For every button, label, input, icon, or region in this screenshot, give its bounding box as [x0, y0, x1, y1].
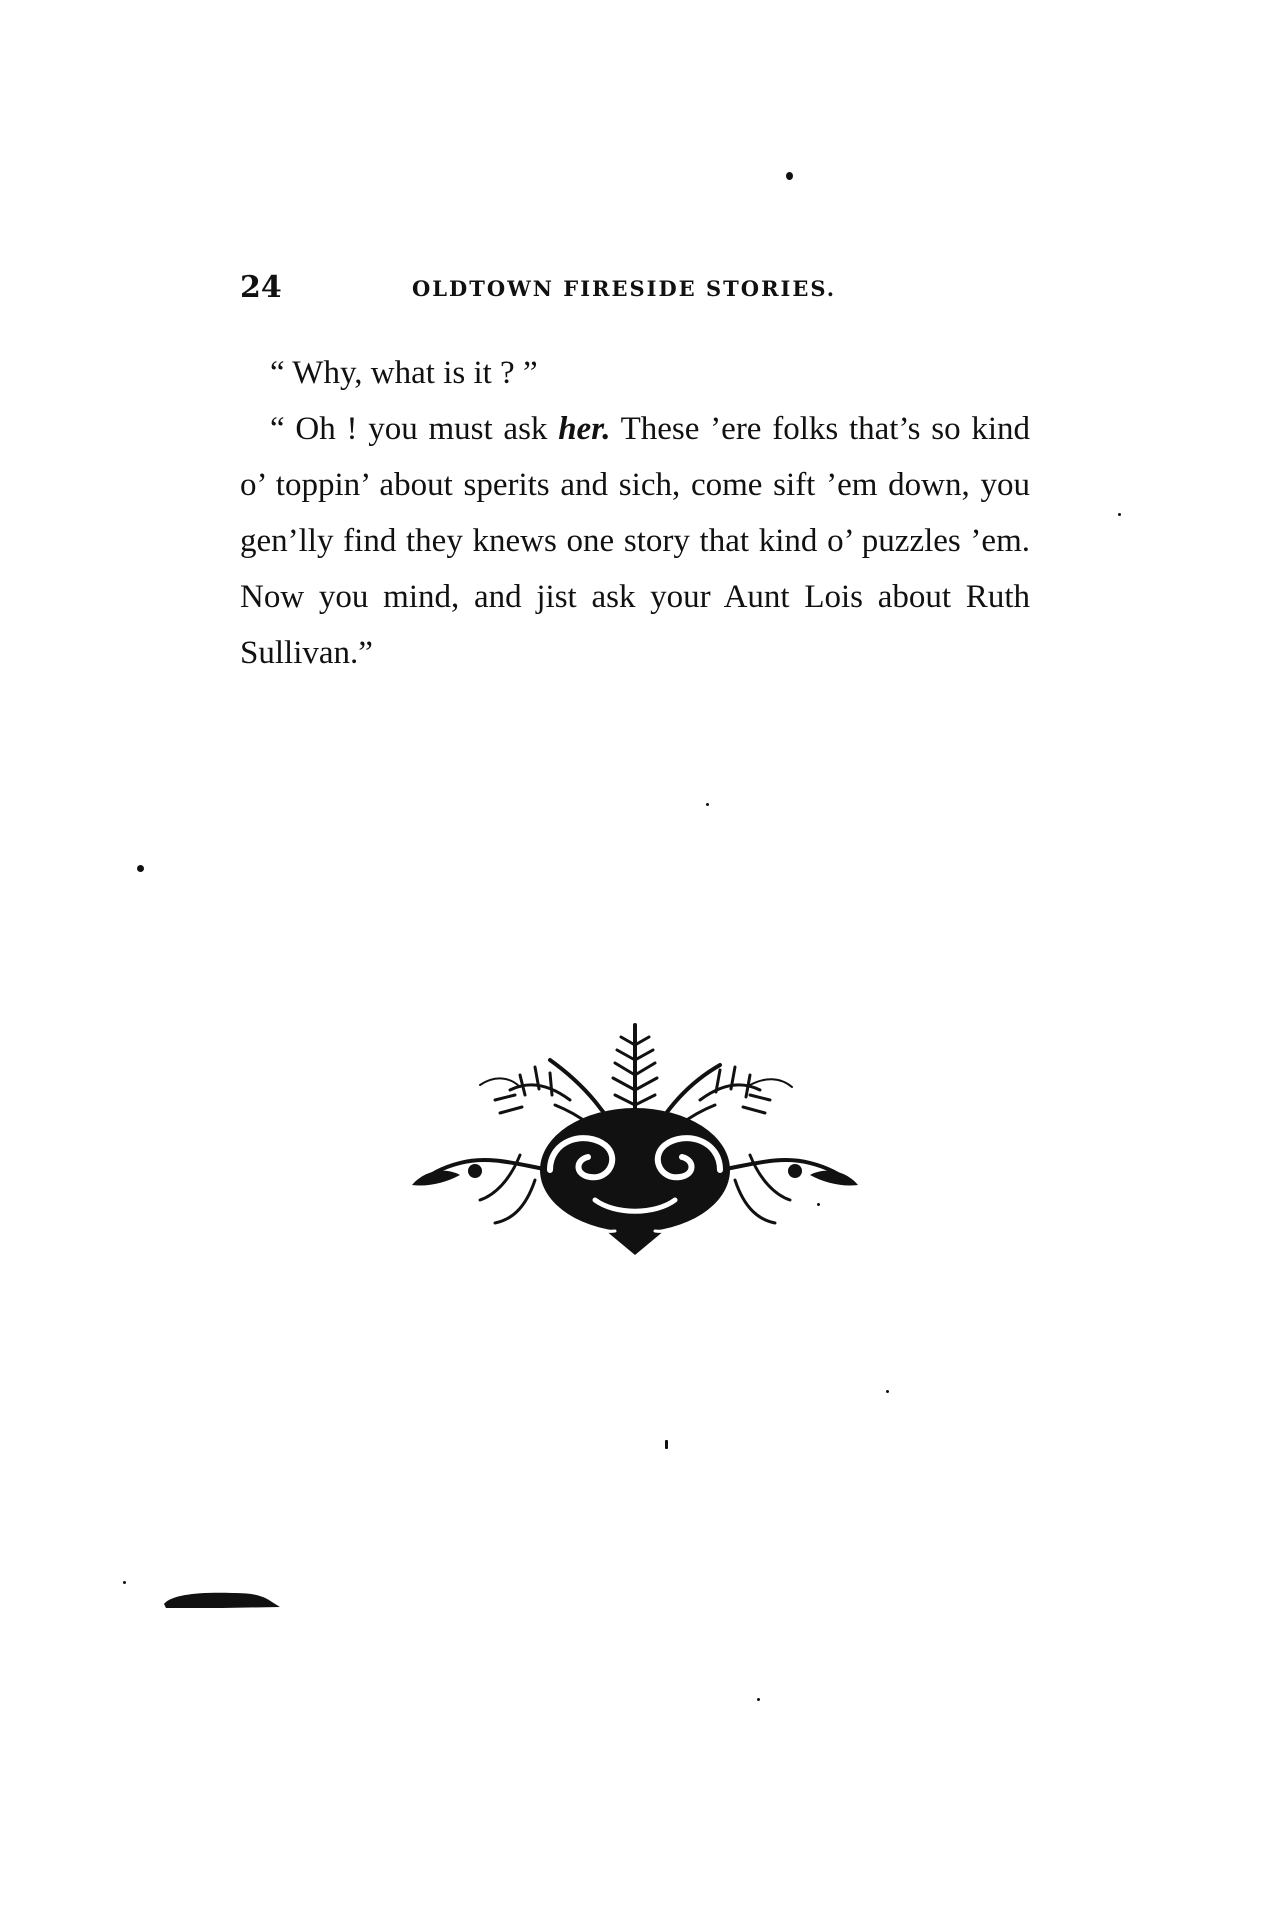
- paragraph-question: “ Why, what is it ? ”: [270, 355, 538, 391]
- scan-speck: [665, 1440, 668, 1449]
- scan-speck: [123, 1581, 126, 1584]
- scan-speck: [886, 1390, 889, 1393]
- answer-text-start: “ Oh ! you must ask: [270, 411, 559, 447]
- scan-speck: [706, 803, 709, 806]
- paragraph-answer: [240, 401, 1030, 681]
- body-text: [240, 345, 1030, 681]
- scan-speck: [1118, 513, 1121, 516]
- scan-speck: [786, 172, 793, 180]
- scan-speck: [137, 865, 144, 872]
- running-head: [240, 270, 1030, 310]
- scan-speck: [817, 1203, 820, 1206]
- emphasis-her: her.: [558, 411, 611, 447]
- scan-speck: [757, 1698, 760, 1701]
- ink-blot: [162, 1590, 282, 1610]
- running-title: OLDTOWN FIRESIDE STORIES.: [412, 276, 837, 301]
- page-number: 24: [240, 270, 282, 305]
- floral-urn-tailpiece-icon: [400, 1005, 870, 1255]
- answer-text-rest: These ’ere folks that’s so kind o’ toppin’ about sperits and sich, come sift ’em down, you gen’lly find they knews one story that kind o’ puzzles ’em. Now you mind, and jist ask your Aunt Lois about Ruth Sullivan.”: [240, 411, 1030, 671]
